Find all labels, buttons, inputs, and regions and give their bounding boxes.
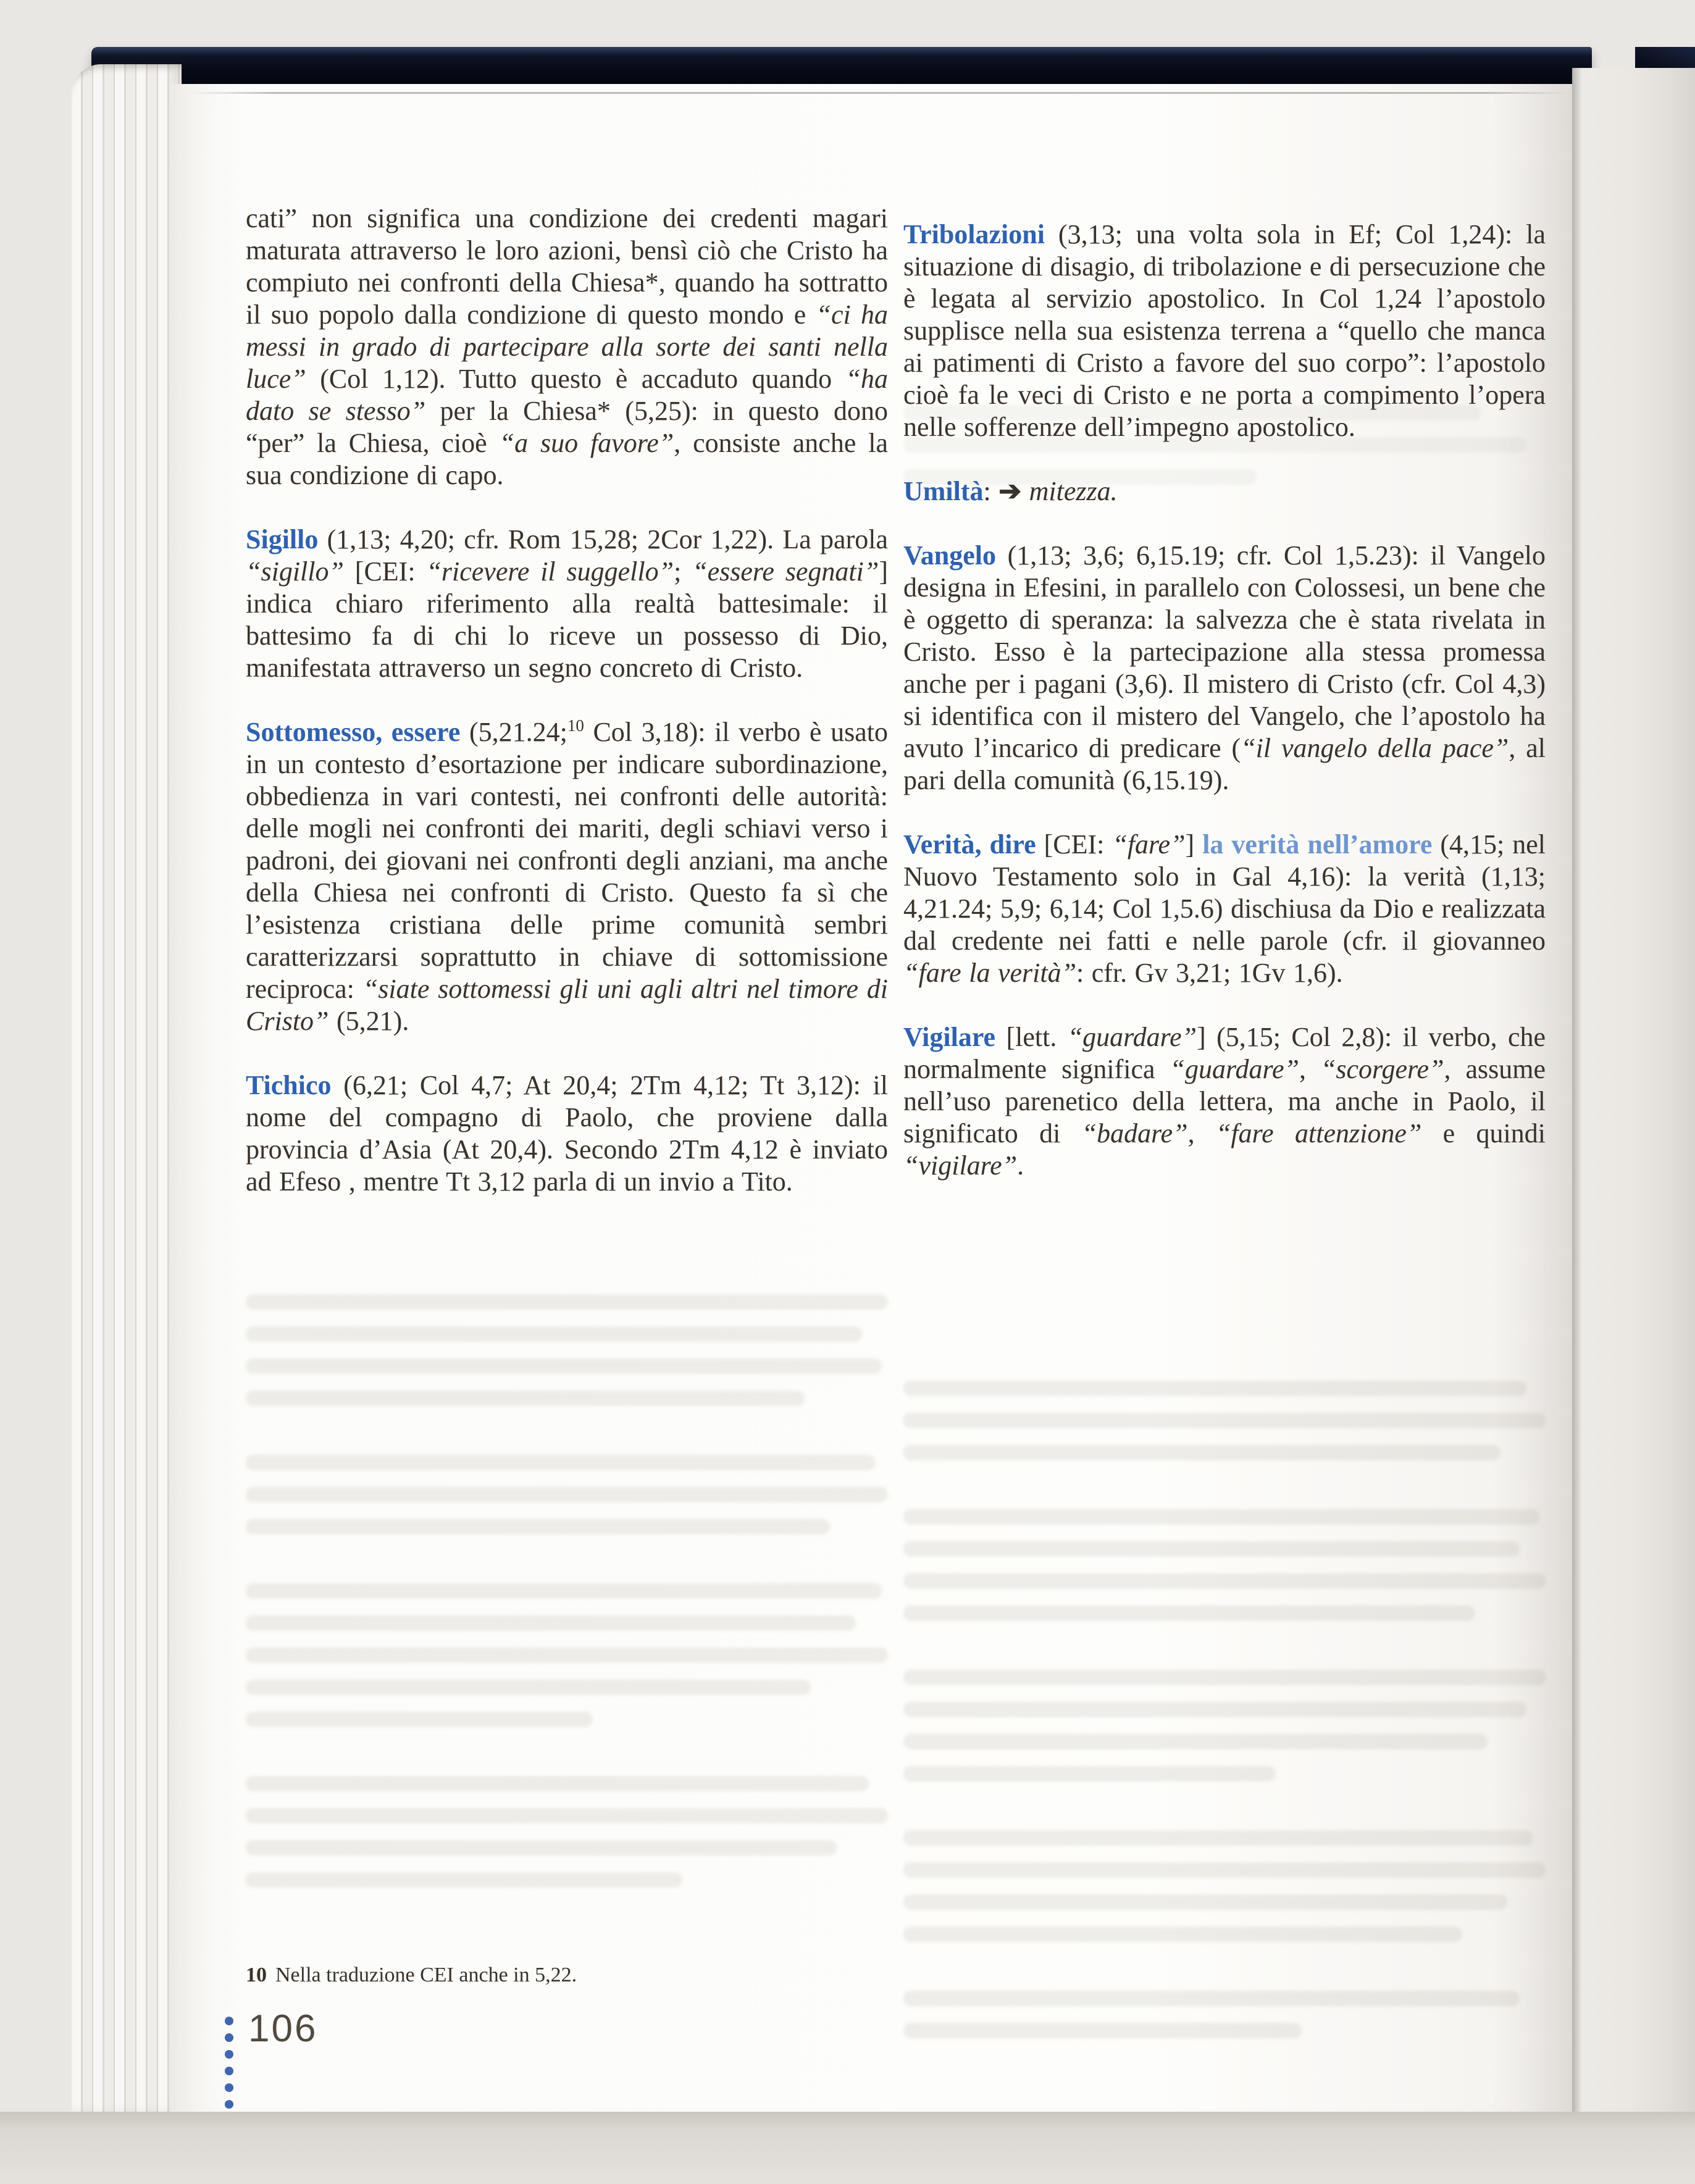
folio-dot (225, 2050, 233, 2059)
ghost-line (903, 1766, 1276, 1781)
entry-tribolazioni: Tribolazioni (3,13; una volta sola in Ef; Col 1,24): la situazione di disagio, di tribolazione e di persecuzione che è legata al servizio apostolico. In Col 1,24 l’apostolo supplisce nella sua esistenza terrena a “quello che manca ai patimenti di Cristo a favore del suo corpo”: l’apostolo cioè fa le veci di Cristo e ne porta a compimento l’opera nelle sofferenze dell’impegno apostolico. (903, 219, 1546, 442)
show-through-text (903, 405, 1546, 501)
ghost-line (903, 1381, 1526, 1396)
ghost-line (246, 1294, 888, 1310)
entry-vangelo: Vangelo (1,13; 3,6; 6,15.19; cfr. Col 1,5.23): il Vangelo designa in Efesini, in parallelo con Colossesi, un bene che è oggetto di speranza: la salvezza che è stata rivelata in Cristo. Esso è la partecipazione alla stessa promessa anche per i pagani (3,6). Il mistero di Cristo (cfr. Col 4,3) si identifica con il mistero del Vangelo, che l’apostolo ha avuto l’incarico di predicare (“il vangelo della pace”, al pari della comunità (6,15.19). (903, 540, 1546, 795)
ghost-line (246, 1872, 682, 1888)
ghost-line (903, 1894, 1507, 1910)
ghost-line (903, 1830, 1533, 1846)
ghost-line (246, 1808, 888, 1823)
ghost-line (903, 469, 1257, 485)
ghost-line (903, 1670, 1546, 1685)
table-surface (0, 2112, 1695, 2184)
ghost-gap (246, 1551, 888, 1567)
ghost-line (903, 405, 1481, 420)
ghost-line (903, 437, 1526, 453)
entry-sigillo: Sigillo (1,13; 4,20; cfr. Rom 15,28; 2Cor 1,22). La parola “sigillo” [CEI: “ricevere il suggello”; “essere segnati”] indica chiaro riferimento alla realtà battesimale: il battesimo fa di chi lo riceve un possesso di Dio, manifestata attraverso un segno concreto di Cristo. (246, 524, 888, 683)
entry-continuation: cati” non significa una condizione dei credenti magari maturata attraverso le loro azioni, bensì ciò che Cristo ha compiuto nei confronti della Chiesa*, quando ha sottratto il suo popolo dalla condizione di questo mondo e “ci ha messi in grado di partecipare alla sorte dei santi nella luce” (Col 1,12). Tutto questo è accaduto quando “ha dato se stesso” per la Chiesa* (5,25): in questo dono “per” la Chiesa, cioè “a suo favore”, consiste anche la sua condizione di capo. (246, 203, 888, 490)
page-stack-fore-edge (72, 64, 182, 2113)
folio-dot (225, 2067, 233, 2075)
entry-verita-dire: Verità, dire [CEI: “fare”] la verità nell’amore (4,15; nel Nuovo Testamento solo in Gal 4,16): la verità (1,13; 4,21.24; 5,9; 6,14; Col 1,5.6) dischiusa da Dio e realizzata dal credente nei fatti e nelle parole (cfr. il giovanneo “fare la verità”: cfr. Gv 3,21; 1Gv 1,6). (903, 829, 1546, 988)
book-page (170, 84, 1572, 2112)
ghost-line (246, 1776, 869, 1791)
page-top-edge-line (191, 92, 1567, 94)
ghost-line (903, 1734, 1488, 1749)
ghost-line (903, 1702, 1526, 1717)
ghost-gap (903, 1798, 1546, 1814)
ghost-line (246, 1680, 811, 1695)
entry-vigilare: Vigilare [lett. “guardare”] (5,15; Col 2,8): il verbo, che normalmente significa “guardare”, “scorgere”, assume nell’uso parenetico della lettera, ma anche in Paolo, il significato di “badare”, “fare attenzione” e quindi “vigilare”. (903, 1022, 1546, 1181)
ghost-line (903, 2023, 1302, 2038)
glossary-column-left (246, 203, 888, 1230)
folio-dot (225, 2083, 233, 2092)
ghost-line (903, 1509, 1539, 1525)
ghost-line (246, 1840, 837, 1856)
ghost-gap (903, 1638, 1546, 1653)
ghost-line (246, 1519, 830, 1534)
entry-sottomesso-essere: Sottomesso, essere (5,21.24;$^{10}$ Col 3,18): il verbo è usato in un contesto d’esortazione per indicare subordinazione, obbedienza in vari contesti, nei confronti delle autorità: delle mogli nei confronti dei mariti, degli schiavi verso i padroni, dei giovani nei confronti degli anziani, ma anche della Chiesa nei confronti di Cristo. Questo fa sì che l’esistenza cristiana delle prime comunità sembri caratterizzarsi soprattutto in chiave di sottomissione reciproca: “siate sottomessi gli uni agli altri nel timore di Cristo” (5,21). (246, 716, 889, 1036)
footnote (246, 1962, 851, 1988)
ghost-line (903, 1991, 1520, 2006)
glossary-column-right (903, 219, 1546, 1214)
ghost-line (246, 1647, 888, 1663)
folio-dot (225, 2033, 233, 2042)
ghost-line (246, 1487, 888, 1502)
show-through-text (246, 1294, 888, 1904)
show-through-text (903, 1381, 1546, 2055)
entry-tichico: Tichico (6,21; Col 4,7; At 20,4; 2Tm 4,12; Tt 3,12): il nome del compagno di Paolo, che proviene dalla provincia d’Asia (At 20,4). Secondo 2Tm 4,12 è inviato ad Efeso , mentre Tt 3,12 parla di un invio a Tito. (246, 1070, 888, 1197)
footnote-text: Nella traduzione CEI anche in 5,22. (275, 1964, 577, 1986)
folio-dot (225, 2100, 233, 2109)
ghost-line (246, 1455, 875, 1470)
entry-umilta: Umiltà: ➔ mitezza. (903, 476, 1118, 506)
footnote-marker: 10 (246, 1964, 267, 1986)
ghost-line (903, 1445, 1500, 1460)
ghost-line (903, 1927, 1462, 1942)
ghost-line (246, 1391, 805, 1406)
folio-dot-ornament (225, 2017, 235, 2117)
ghost-line (246, 1358, 882, 1374)
ghost-line (246, 1326, 862, 1342)
ghost-gap (246, 1423, 888, 1438)
ghost-gap (903, 1477, 1546, 1492)
ghost-line (903, 1605, 1475, 1621)
page-number: 106 (248, 2007, 318, 2050)
ghost-line (903, 1573, 1546, 1589)
ghost-line (246, 1583, 882, 1599)
ghost-gap (246, 1744, 888, 1759)
ghost-line (903, 1541, 1520, 1557)
facing-page-gutter (1572, 68, 1695, 2119)
ghost-line (246, 1615, 856, 1631)
ghost-line (246, 1712, 593, 1727)
ghost-line (903, 1413, 1546, 1428)
ghost-line (903, 1862, 1546, 1878)
folio-dot (225, 2017, 233, 2025)
book-cover-top-edge (91, 47, 1592, 86)
ghost-gap (903, 1959, 1546, 1974)
